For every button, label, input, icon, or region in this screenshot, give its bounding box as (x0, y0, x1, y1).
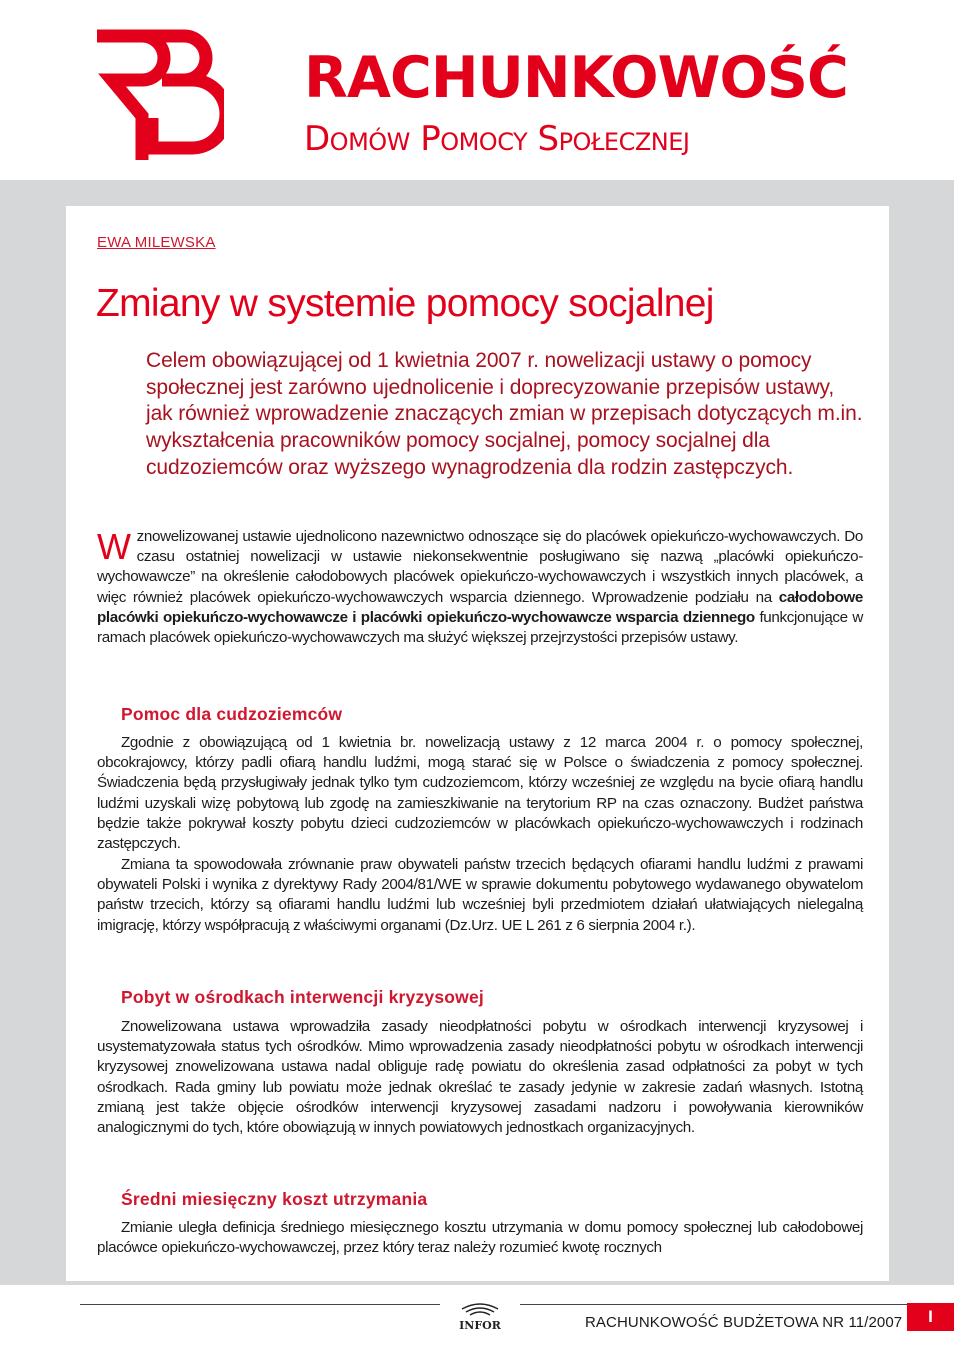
drop-cap: W (97, 526, 131, 567)
svg-text:INFOR: INFOR (459, 1319, 501, 1332)
body-paragraph: Znowelizowana ustawa wprowadziła zasady nieodpłatności pobytu w ośrodkach interwencji kryzysowej i usystematyzowała status tych ośrodków. Mimo wprowadzenia zasady nieodpłatności pobytu w ośrodkach interwencji kryzysowej znowelizowana ustawa nadal obliguje radę powiatu do określenia zasad odpłatności za pobyt w tych ośrodkach. Rada gminy lub powiatu może jednak określać te zasady jedynie w zakresie zadań własnych. Istotną zmianą jest także objęcie ośrodków interwencji kryzysowej zasadami nadzoru i powoływania kierowników analogicznymi do tych, które obowiązują w innych powiatowych jednostkach organizacyjnych. (97, 1018, 863, 1137)
section-heading: Pobyt w ośrodkach interwencji kryzysowej (121, 987, 484, 1007)
rb-logo (84, 28, 224, 168)
intro-paragraph: W znowelizowanej ustawie ujednolicono nazewnictwo odnoszące się do placówek opiekuńczo-wychowawczych. Do czasu ostatniej nowelizacji w ustawie niekonsekwentnie posługiwano się nazwą „placówki opiekuńczo-wychowawcze” na określenie całodobowych placówek opiekuńczo-wychowawczych i wszystkich innych placówek, a więc również placówek opiekuńczo-wychowawczych wsparcia dziennego. Wprowadzenie podziału na całodobowe placówki opiekuńczo-wychowawcze i placówki opiekuńczo-wychowawcze wsparcia dziennego funkcjonujące w ramach placówek opiekuńczo-wychowawczych ma służyć większej przejrzystości przepisów ustawy. (97, 526, 863, 647)
infor-logo (440, 1297, 520, 1335)
intro-emphasis: całodobowe placówki opiekuńczo-wychowawcze i placówki opiekuńczo-wychowawcze wsparcia dziennego (97, 588, 863, 626)
publication-title: RACHUNKOWOŚĆ (304, 45, 848, 111)
publication-subtitle: Domów Pomocy Społecznej (304, 119, 690, 159)
body-paragraph: Zgodnie z obowiązującą od 1 kwietnia br. nowelizacją ustawy z 12 marca 2004 r. o pomocy społecznej, obcokrajowcy, którzy padli ofiarą handlu ludźmi, mogą starać się w Polsce o świadczenia z pomocy społecznej. Świadczenia będą przysługiwały jednak tylko tym cudzoziemcom, którzy wcześniej ze względu na bycie ofiarą handlu ludźmi uzyskali wizę pobytową lub zgodę na zamieszkiwanie na terytorium RP na czas oznaczony. Budżet państwa będzie także pokrywał koszty pobytu dzieci cudzoziemców w placówkach opiekuńczo-wychowawczych i rodzinach zastępczych. (97, 734, 863, 853)
article-lead: Celem obowiązującej od 1 kwietnia 2007 r. nowelizacji ustawy o pomocy społecznej jest zarówno ujednolicenie i doprecyzowanie przepisów ustawy, jak również wprowadzenie znaczących zmian w przepisach dotyczących m.in. wykształcenia pracowników pomocy socjalnej, pomocy socjalnej dla cudzoziemców oraz wyższego wynagrodzenia dla rodzin zastępczych. (146, 349, 863, 479)
section-heading: Pomoc dla cudzoziemców (121, 704, 343, 724)
body-paragraph: Zmianie uległa definicja średniego miesięcznego kosztu utrzymania w domu pomocy społecznej lub całodobowej placówce opiekuńczo-wychowawczej, przez który teraz należy rozumieć kwotę rocznych (97, 1219, 863, 1257)
footer-publication: RACHUNKOWOŚĆ BUDŻETOWA NR 11/2007 (585, 1314, 903, 1331)
body-paragraph: Zmiana ta spowodowała zrównanie praw obywateli państw trzecich będących ofiarami handlu ludźmi z prawami obywateli Polski i wynika z dyrektywy Rady 2004/81/WE w sprawie dokumentu pobytowego wydawanego obywatelom państw trzecich, którzy są ofiarami handlu ludźmi lub wcześniej byli przedmiotem działań ułatwiających nielegalną imigrację, którzy współpracują z właściwymi organami (Dz.Urz. UE L 261 z 6 sierpnia 2004 r.). (97, 856, 863, 934)
page-number-badge: I (907, 1303, 954, 1331)
article-title: Zmiany w systemie pomocy socjalnej (96, 282, 714, 325)
section-heading: Średni miesięczny koszt utrzymania (121, 1189, 428, 1209)
author-link[interactable]: EWA MILEWSKA (97, 234, 216, 251)
